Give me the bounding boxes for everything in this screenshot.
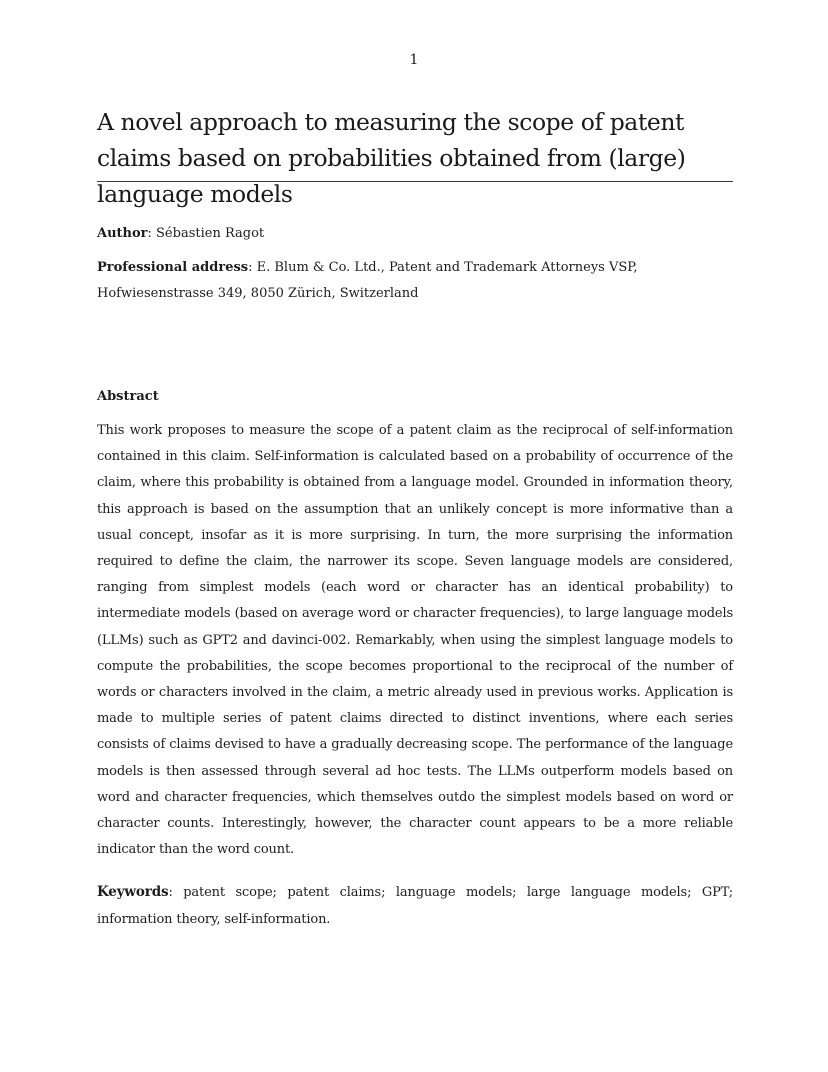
paper-title: A novel approach to measuring the scope of patent claims based on probabilities obtained from (large) language models (97, 108, 686, 208)
keywords-label: Keywords (97, 884, 169, 900)
professional-address-text: : E. Blum & Co. Ltd., Patent and Trademark Attorneys VSP, Hofwiesenstrasse 349, 8050 Zürich, Switzerland (97, 260, 638, 301)
keywords-line (97, 879, 733, 933)
author-label: Author (97, 226, 148, 241)
abstract-body: This work proposes to measure the scope of a patent claim as the reciprocal of self-information contained in this claim. Self-information is calculated based on a probability of occurrence of the claim, where this probability is obtained from a language model. Grounded in information theory, this approach is based on the assumption that an unlikely concept is more informative than a usual concept, insofar as it is more surprising. In turn, the more surprising the information required to define the claim, the narrower its scope. Seven language models are considered, ranging from simplest models (each word or character has an identical probability) to intermediate models (based on average word or character frequencies), to large language models (LLMs) such as GPT2 and davinci-002. Remarkably, when using the simplest language models to compute the probabilities, the scope becomes proportional to the reciprocal of the number of words or characters involved in the claim, a metric already used in previous works. Application is made to multiple series of patent claims directed to distinct inventions, where each series consists of claims devised to have a gradually decreasing scope. The performance of the language models is then assessed through several ad hoc tests. The LLMs outperform models based on word and character frequencies, which themselves outdo the simplest models based on word or character counts. Interestingly, however, the character count appears to be a more reliable indicator than the word count. (97, 423, 733, 858)
professional-address-label: Professional address (97, 260, 249, 275)
abstract-heading: Abstract (97, 389, 159, 404)
page-number: 1 (409, 52, 419, 68)
title-underline (97, 181, 733, 182)
author-line (97, 221, 733, 247)
keywords-text: : patent scope; patent claims; language models; large language models; GPT; information theory, self-information. (97, 885, 733, 927)
professional-address-line (97, 255, 733, 307)
author-name: : Sébastien Ragot (147, 226, 265, 241)
